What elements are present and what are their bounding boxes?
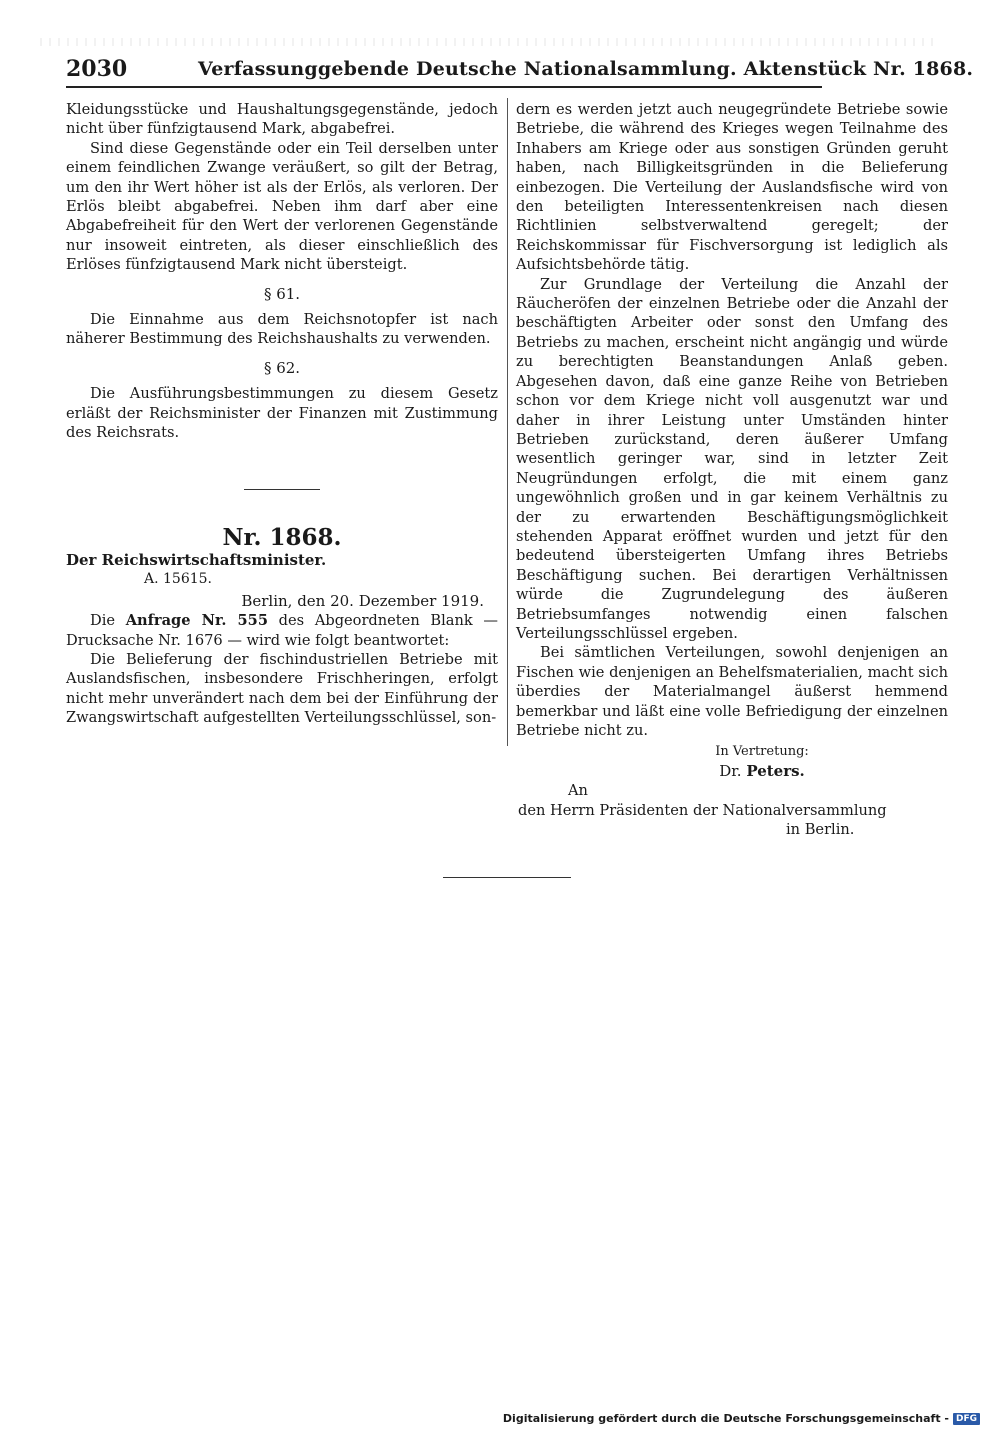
left-column <box>66 100 498 728</box>
reference-number: A. 15615. <box>144 571 212 588</box>
running-head: Verfassunggebende Deutsche Nationalsammlung. Aktenstück Nr. 1868. <box>198 58 974 80</box>
paragraph: Die Einnahme aus dem Reichsnotopfer ist nach näherer Bestimmung des Reichshaushalts zu verwenden. <box>66 311 498 348</box>
address-recipient: den Herrn Präsidenten der Nationalversammlung <box>518 801 887 819</box>
inquiry-paragraph <box>66 611 498 650</box>
section-heading: § 62. <box>263 358 301 377</box>
inquiry-post: des Abgeordneten Blank — Drucksache Nr. 1676 — wird wie folgt beantwortet: <box>66 612 498 649</box>
footer-text: Digitalisierung gefördert durch die Deutsche Forschungsgemeinschaft - <box>502 1412 949 1425</box>
inquiry-pre: Die <box>90 612 126 630</box>
signature-prefix: Dr. <box>719 761 747 780</box>
document-number: Nr. 1868. <box>222 523 342 551</box>
inquiry-title: Anfrage Nr. 555 <box>125 612 268 630</box>
scan-artifact <box>40 38 940 46</box>
closing-rule <box>443 877 571 878</box>
address-an: An <box>568 782 588 800</box>
signature <box>516 762 948 781</box>
paragraph: Die Belieferung der fischindustriellen Betriebe mit Auslandsfischen, insbesondere Frischheringen, erfolgt nicht mehr unverändert nach dem bei der Einführung der Zwangswirtschaft aufgestellten Verteilungsschlüssel, son- <box>66 650 498 727</box>
dateline: Berlin, den 20. Dezember 1919. <box>241 591 484 610</box>
page-number: 2030 <box>66 56 128 82</box>
page-header <box>66 56 974 88</box>
address-city: in Berlin. <box>786 821 855 839</box>
signature-name: Peters. <box>746 761 805 780</box>
paragraph: Zur Grundlage der Verteilung die Anzahl der Räucheröfen der einzelnen Betriebe oder die Anzahl der beschäftigten Arbeiter oder sonst den Umfang des Betriebs zu machen, erscheint nicht angängig und würde zu berechtigten Beanstandungen Anlaß geben. Abgesehen davon, daß eine ganze Reihe von Betrieben schon vor dem Kriege nicht voll ausgenutzt war und daher in ihrer Leistung unter Umständen hinter Betrieben zurückstand, deren äußerer Umfang wesentlich geringer war, sind in letzter Zeit Neugründungen erfolgt, die mit einem ganz ungewöhnlich großen und in gar keinem Verhältnis zu der zu erwartenden Beschäftigungsmöglichkeit stehenden Apparat eröffnet wurden und jetzt für den bedeutend übersteigerten Umfang ihres Betriebs Beschäftigung suchen. Bei derartigen Verhältnissen würde die Zugrundelegung des äußeren Betriebsumfanges notwendig einen falschen Verteilungsschlüssel ergeben. <box>516 275 948 642</box>
signature-label: In Vertretung: <box>715 744 809 760</box>
footer-credit <box>503 1412 980 1425</box>
paragraph: dern es werden jetzt auch neugegründete Betriebe sowie Betriebe, die während des Krieges wegen Teilnahme des Inhabers am Kriege oder aus sonstigen Gründen geruht haben, nach Billigkeitsgründen in die Belieferung einbezogen. Die Verteilung der Auslandsfische wird von den beteiligten Interessentenkreisen nach diesen Richtlinien selbstverwaltend geregelt; der Reichskommissar für Fischversorgung ist lediglich als Aufsichtsbehörde tätig. <box>516 101 948 274</box>
section-heading: § 61. <box>263 284 301 303</box>
column-divider <box>507 98 508 746</box>
paragraph: Sind diese Gegenstände oder ein Teil derselben unter einem feindlichen Zwange veräußert, so gilt der Betrag, um den ihr Wert höher ist als der Erlös, als verloren. Der Erlös bleibt abgabefrei. Neben ihm darf aber eine Abgabefreiheit für den Wert der verlorenen Gegenstände nur insoweit eintreten, als dieser einschließlich des Erlöses fünfzigtausend Mark nicht übersteigt. <box>66 139 498 274</box>
separator-rule <box>244 489 320 490</box>
ministry-name: Der Reichswirtschaftsminister. <box>66 550 327 569</box>
paragraph: Bei sämtlichen Verteilungen, sowohl denjenigen an Fischen wie denjenigen an Behelfsmaterialien, macht sich überdies der Materialmangel äußerst hemmend bemerkbar und läßt eine volle Befriedigung der einzelnen Betriebe nicht zu. <box>516 644 948 739</box>
paragraph: Die Ausführungsbestimmungen zu diesem Gesetz erläßt der Reichsminister der Finanzen mit Zustimmung des Reichsrats. <box>66 385 498 442</box>
right-column <box>516 100 948 839</box>
dfg-logo-icon: DFG <box>953 1413 980 1425</box>
paragraph: Kleidungsstücke und Haushaltungsgegenstände, jedoch nicht über fünfzigtausend Mark, abgabefrei. <box>66 101 498 138</box>
